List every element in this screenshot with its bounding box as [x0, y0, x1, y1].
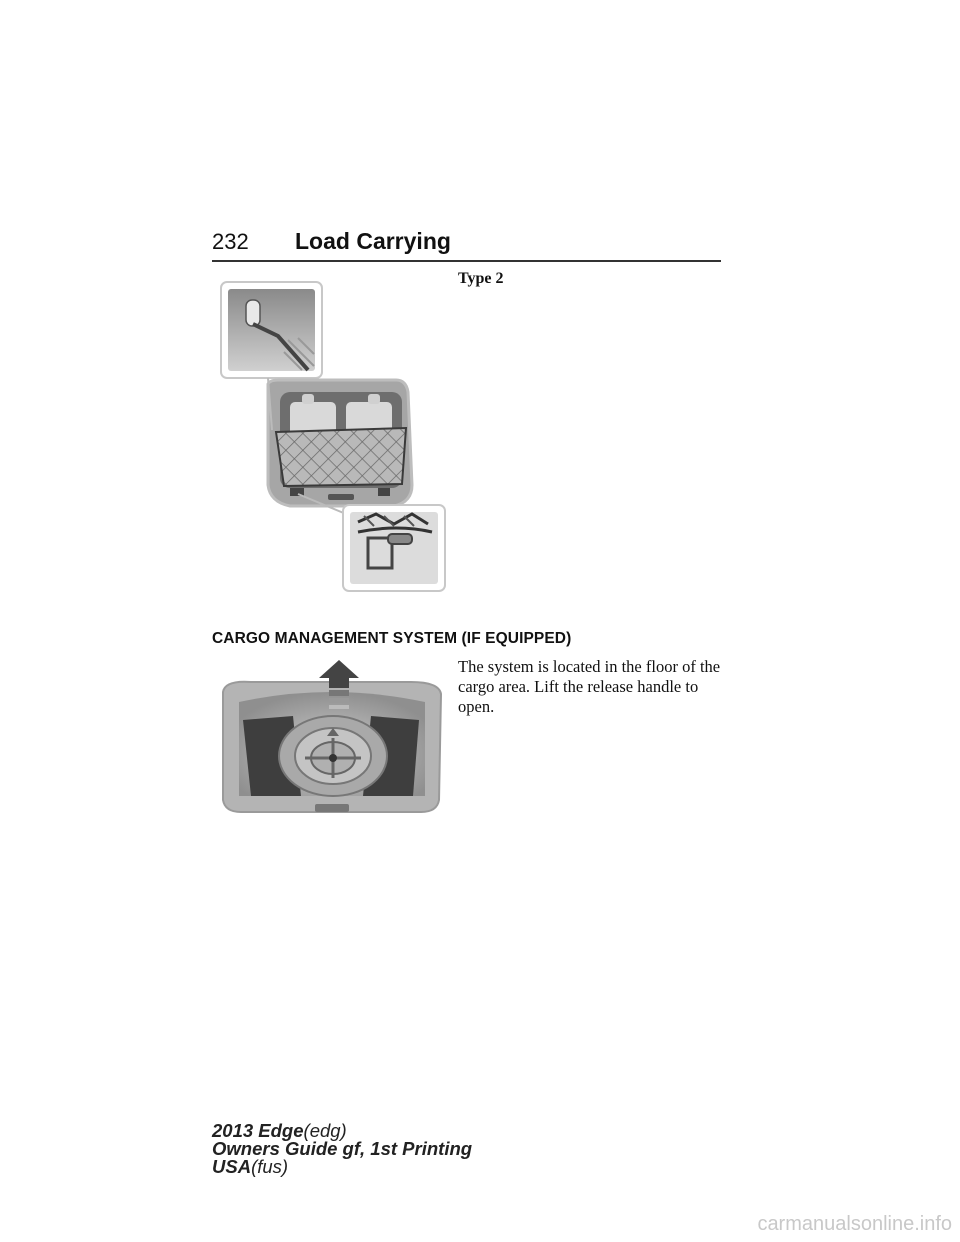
cargo-management-body: The system is located in the floor of the cargo area. Lift the release handle to open. — [458, 657, 721, 716]
page-number: 232 — [212, 229, 249, 254]
footer-line-1: 2013 Edge(edg) — [212, 1120, 347, 1141]
footer-line-2: Owners Guide gf, 1st Printing — [212, 1138, 473, 1159]
watermark: carmanualsonline.info — [757, 1213, 952, 1235]
footer — [212, 1122, 472, 1176]
cargo-management-heading: CARGO MANAGEMENT SYSTEM (IF EQUIPPED) — [212, 630, 572, 647]
header-rule — [212, 260, 721, 262]
section-title: Load Carrying — [295, 228, 451, 254]
cargo-net-illustration — [218, 280, 450, 594]
cargo-floor-illustration — [221, 660, 443, 816]
footer-line-3: USA(fus) — [212, 1156, 289, 1177]
figure-caption: Type 2 — [458, 270, 504, 287]
